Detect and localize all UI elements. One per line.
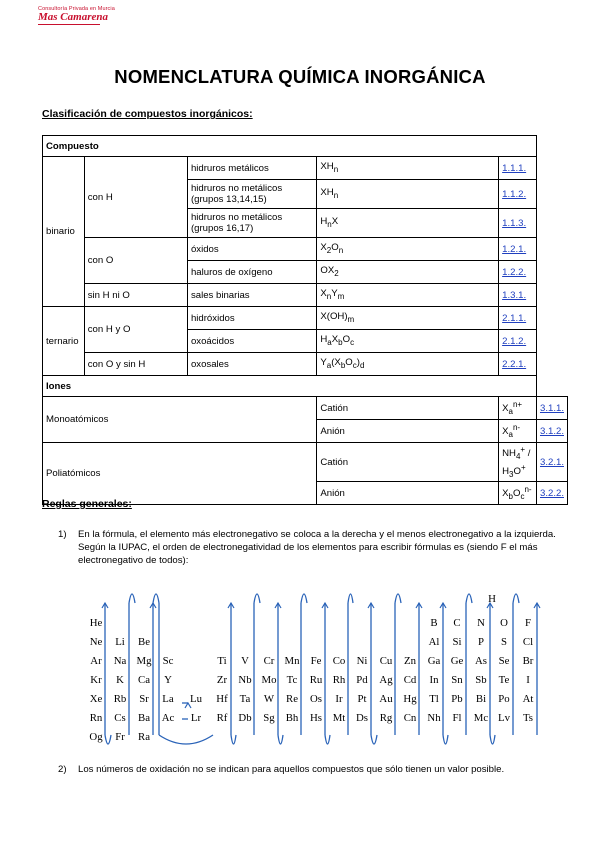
order-arrow: [301, 594, 307, 603]
element-symbol: Ra: [138, 731, 150, 743]
formula: $H_aX_bO_c$: [317, 330, 499, 353]
ion-name: Catión: [317, 443, 499, 482]
element-symbol: Kr: [90, 674, 102, 686]
element-symbol: Ge: [450, 655, 464, 667]
element-symbol: Se: [498, 655, 510, 667]
element-symbol: Mn: [284, 655, 300, 667]
table-row: [43, 353, 568, 376]
compound-name: óxidos: [187, 238, 316, 261]
section-link[interactable]: 2.2.1.: [502, 358, 527, 370]
element-symbol: Pb: [451, 693, 463, 705]
element-symbol: Re: [286, 693, 298, 705]
table-row: [43, 443, 568, 482]
order-arrow: [153, 594, 159, 603]
element-symbol: Si: [452, 636, 462, 648]
element-symbol: Po: [498, 693, 510, 705]
compound-name: sales binarias: [187, 284, 316, 307]
section-link[interactable]: 1.2.1.: [502, 243, 527, 255]
ion-name: Catión: [317, 397, 499, 420]
formula: $X(OH)_m$: [317, 307, 499, 330]
element-symbol: V: [241, 655, 249, 667]
element-symbol: Ca: [138, 674, 150, 686]
element-symbol: Ni: [356, 655, 368, 667]
element-symbol: Na: [113, 655, 127, 667]
element-symbol: Hg: [403, 693, 417, 705]
element-symbol: Zn: [404, 655, 416, 667]
element-symbol: Rf: [216, 712, 228, 724]
section-link[interactable]: 1.1.2.: [502, 188, 527, 200]
element-symbol: Co: [332, 655, 346, 667]
logo-underline: [38, 24, 100, 25]
section-link[interactable]: 2.1.2.: [502, 335, 527, 347]
element-symbol: Og: [89, 731, 103, 743]
logo-tagline: Consultoría Privada en Murcia: [38, 6, 115, 12]
element-symbol: Ba: [138, 712, 150, 724]
element-symbol: Pt: [357, 693, 367, 705]
element-symbol: Sg: [263, 712, 275, 724]
element-symbol: Lv: [498, 712, 510, 724]
formula: $XH_n$: [317, 157, 499, 180]
formula: $NH_4^+ / H_3O^+$: [499, 443, 537, 482]
classification-table: [42, 135, 568, 505]
element-symbol: Mc: [473, 712, 489, 724]
element-symbol: Cu: [379, 655, 393, 667]
element-symbol: Bh: [285, 712, 299, 724]
element-symbol: Rg: [379, 712, 393, 724]
element-symbol: Ne: [89, 636, 103, 648]
element-symbol: Ga: [427, 655, 441, 667]
compound-name: hidruros no metálicos (grupos 16,17): [187, 209, 316, 238]
element-symbol: At: [522, 693, 534, 705]
element-symbol: Nh: [427, 712, 441, 724]
element-symbol: Be: [138, 636, 150, 648]
formula: $X_a^{n+}$: [499, 397, 537, 420]
element-symbol: Y: [164, 674, 172, 686]
order-arrow: [490, 735, 495, 744]
element-symbol: La: [162, 693, 174, 705]
order-arrow: [105, 735, 111, 744]
element-symbol: Fl: [452, 712, 462, 724]
element-symbol: Db: [238, 712, 252, 724]
order-arrow: [371, 735, 377, 744]
section-link[interactable]: 3.2.1.: [539, 456, 564, 468]
element-symbol: Rb: [113, 693, 127, 705]
formula: $Y_a(X_bO_c)_d$: [317, 353, 499, 376]
con-o-sin-h-label: con O y sin H: [84, 353, 187, 376]
element-symbol: In: [429, 674, 439, 686]
element-symbol: Cr: [263, 655, 275, 667]
rules-heading: Reglas generales:: [42, 498, 132, 510]
table-row: [43, 397, 568, 420]
element-symbol: Lr: [190, 712, 202, 724]
ion-name: Anión: [317, 482, 499, 505]
element-symbol: Te: [498, 674, 510, 686]
company-logo: [38, 6, 148, 32]
element-symbol: Au: [379, 693, 393, 705]
element-symbol: Zr: [216, 674, 228, 686]
table-row: [43, 284, 568, 307]
order-arrow: [443, 735, 448, 744]
element-symbol: Nb: [238, 674, 252, 686]
section-link[interactable]: 3.2.2.: [539, 487, 564, 499]
classification-heading: Clasificación de compuestos inorgánicos:: [42, 108, 253, 120]
element-symbol: O: [500, 617, 508, 629]
rule-text: En la fórmula, el elemento más electronegativo se coloca a la derecha y el menos electronegativo a la izquierda. Según la IUPAC, el orden de electronegatividad de los elementos para escribir fórmulas es (siendo F el más electronegativo de todos):: [78, 529, 556, 566]
element-symbol: B: [430, 617, 438, 629]
element-symbol: As: [475, 655, 487, 667]
section-link[interactable]: 1.2.2.: [502, 266, 527, 278]
table-row: [43, 238, 568, 261]
element-symbol: Br: [522, 655, 534, 667]
element-symbol: N: [477, 617, 485, 629]
formula: $X_a^{n-}$: [499, 420, 537, 443]
element-symbol: Al: [428, 636, 440, 648]
electronegativity-order-diagram: [82, 585, 542, 745]
compound-name: oxoácidos: [187, 330, 316, 353]
section-link[interactable]: 2.1.1.: [502, 312, 527, 324]
order-arrow: [129, 594, 135, 603]
element-symbol: Sb: [475, 674, 487, 686]
con-h-y-o-label: con H y O: [84, 307, 187, 353]
element-symbol: W: [263, 693, 275, 705]
element-symbol: Fe: [310, 655, 322, 667]
element-symbol: C: [453, 617, 461, 629]
element-symbol: F: [524, 617, 532, 629]
element-symbol: K: [116, 674, 124, 686]
table-row: [43, 157, 568, 180]
ion-name: Anión: [317, 420, 499, 443]
page-title: NOMENCLATURA QUÍMICA INORGÁNICA: [114, 66, 486, 87]
element-symbols: [89, 593, 533, 743]
table-row: [43, 307, 568, 330]
element-symbol: Ru: [309, 674, 323, 686]
element-symbol: Ar: [90, 655, 102, 667]
element-symbol: Cd: [403, 674, 417, 686]
element-symbol: Mg: [136, 655, 152, 667]
order-arrow: [231, 735, 236, 744]
element-symbol: Tc: [286, 674, 298, 686]
order-arrow: [466, 594, 472, 603]
element-symbol: Cn: [403, 712, 417, 724]
formula: $X_bO_c^{n-}$: [499, 482, 537, 505]
formula: $X_nY_m$: [317, 284, 499, 307]
element-symbol: Sc: [162, 655, 174, 667]
element-symbol: P: [477, 636, 485, 648]
compuesto-header: Compuesto: [43, 136, 537, 157]
element-symbol: Ir: [335, 693, 343, 705]
formula: $H_nX$: [317, 209, 499, 238]
element-symbol: Fr: [115, 731, 125, 743]
element-symbol: H: [488, 593, 496, 605]
element-symbol: Cl: [522, 636, 534, 648]
section-link[interactable]: 3.1.2.: [539, 425, 564, 437]
monoatomicos-label: Monoatómicos: [43, 397, 317, 443]
element-symbol: Cs: [114, 712, 126, 724]
compound-name: haluros de oxígeno: [187, 261, 316, 284]
element-symbol: Li: [115, 636, 125, 648]
compound-name: hidruros no metálicos (grupos 13,14,15): [187, 180, 316, 209]
element-symbol: Lu: [190, 693, 202, 705]
element-symbol: I: [526, 674, 530, 686]
element-symbol: Ta: [239, 693, 251, 705]
element-symbol: Ac: [161, 712, 175, 724]
rule-number: 1): [58, 529, 67, 540]
table-row: [43, 136, 568, 157]
element-symbol: Os: [310, 693, 322, 705]
poliatomicos-label: Poliatómicos: [43, 443, 317, 505]
element-symbol: Ti: [217, 655, 227, 667]
table-row: [43, 376, 568, 397]
order-arrow: [348, 594, 353, 603]
section-link[interactable]: 1.1.1.: [502, 162, 527, 174]
section-link[interactable]: 3.1.1.: [539, 402, 564, 414]
element-symbol: Ds: [356, 712, 368, 724]
element-symbol: Hf: [216, 693, 228, 705]
logo-brand: Mas Camarena: [38, 11, 108, 23]
order-arrow: [278, 735, 283, 744]
element-symbol: Mo: [261, 674, 277, 686]
formula: $X_2O_n$: [317, 238, 499, 261]
element-symbol: Rh: [332, 674, 346, 686]
element-symbol: Tl: [429, 693, 439, 705]
compound-name: hidróxidos: [187, 307, 316, 330]
element-symbol: Hs: [310, 712, 322, 724]
element-symbol: Pd: [356, 674, 368, 686]
formula: $XH_n$: [317, 180, 499, 209]
compound-name: oxosales: [187, 353, 316, 376]
formula: $OX_2$: [317, 261, 499, 284]
order-arrow: [159, 735, 213, 744]
order-arrow: [513, 594, 519, 603]
iones-header: Iones: [43, 376, 537, 397]
binario-label: binario: [43, 157, 85, 307]
element-symbol: Sr: [139, 693, 149, 705]
element-symbol: He: [89, 617, 103, 629]
element-symbol: Xe: [89, 693, 103, 705]
element-symbol: Bi: [475, 693, 487, 705]
rule-number: 2): [58, 764, 67, 775]
element-symbol: Sn: [451, 674, 463, 686]
con-h-label: con H: [84, 157, 187, 238]
ternario-label: ternario: [43, 307, 85, 376]
element-symbol: Ts: [522, 712, 534, 724]
rule-text: Los números de oxidación no se indican para aquellos compuestos que sólo tienen un valor posible.: [78, 764, 505, 775]
element-symbol: Rn: [89, 712, 103, 724]
rule-1: [58, 528, 570, 567]
compound-name: hidruros metálicos: [187, 157, 316, 180]
element-symbol: Ag: [379, 674, 393, 686]
sin-h-ni-o-label: sin H ni O: [84, 284, 187, 307]
order-arrow: [395, 594, 401, 603]
order-arrow: [325, 735, 330, 744]
element-symbol: Mt: [332, 712, 346, 724]
section-link[interactable]: 1.1.3.: [502, 217, 527, 229]
rule-2: [58, 763, 570, 776]
section-link[interactable]: 1.3.1.: [502, 289, 527, 301]
element-symbol: S: [500, 636, 508, 648]
order-arrow: [254, 594, 260, 603]
con-o-label: con O: [84, 238, 187, 284]
